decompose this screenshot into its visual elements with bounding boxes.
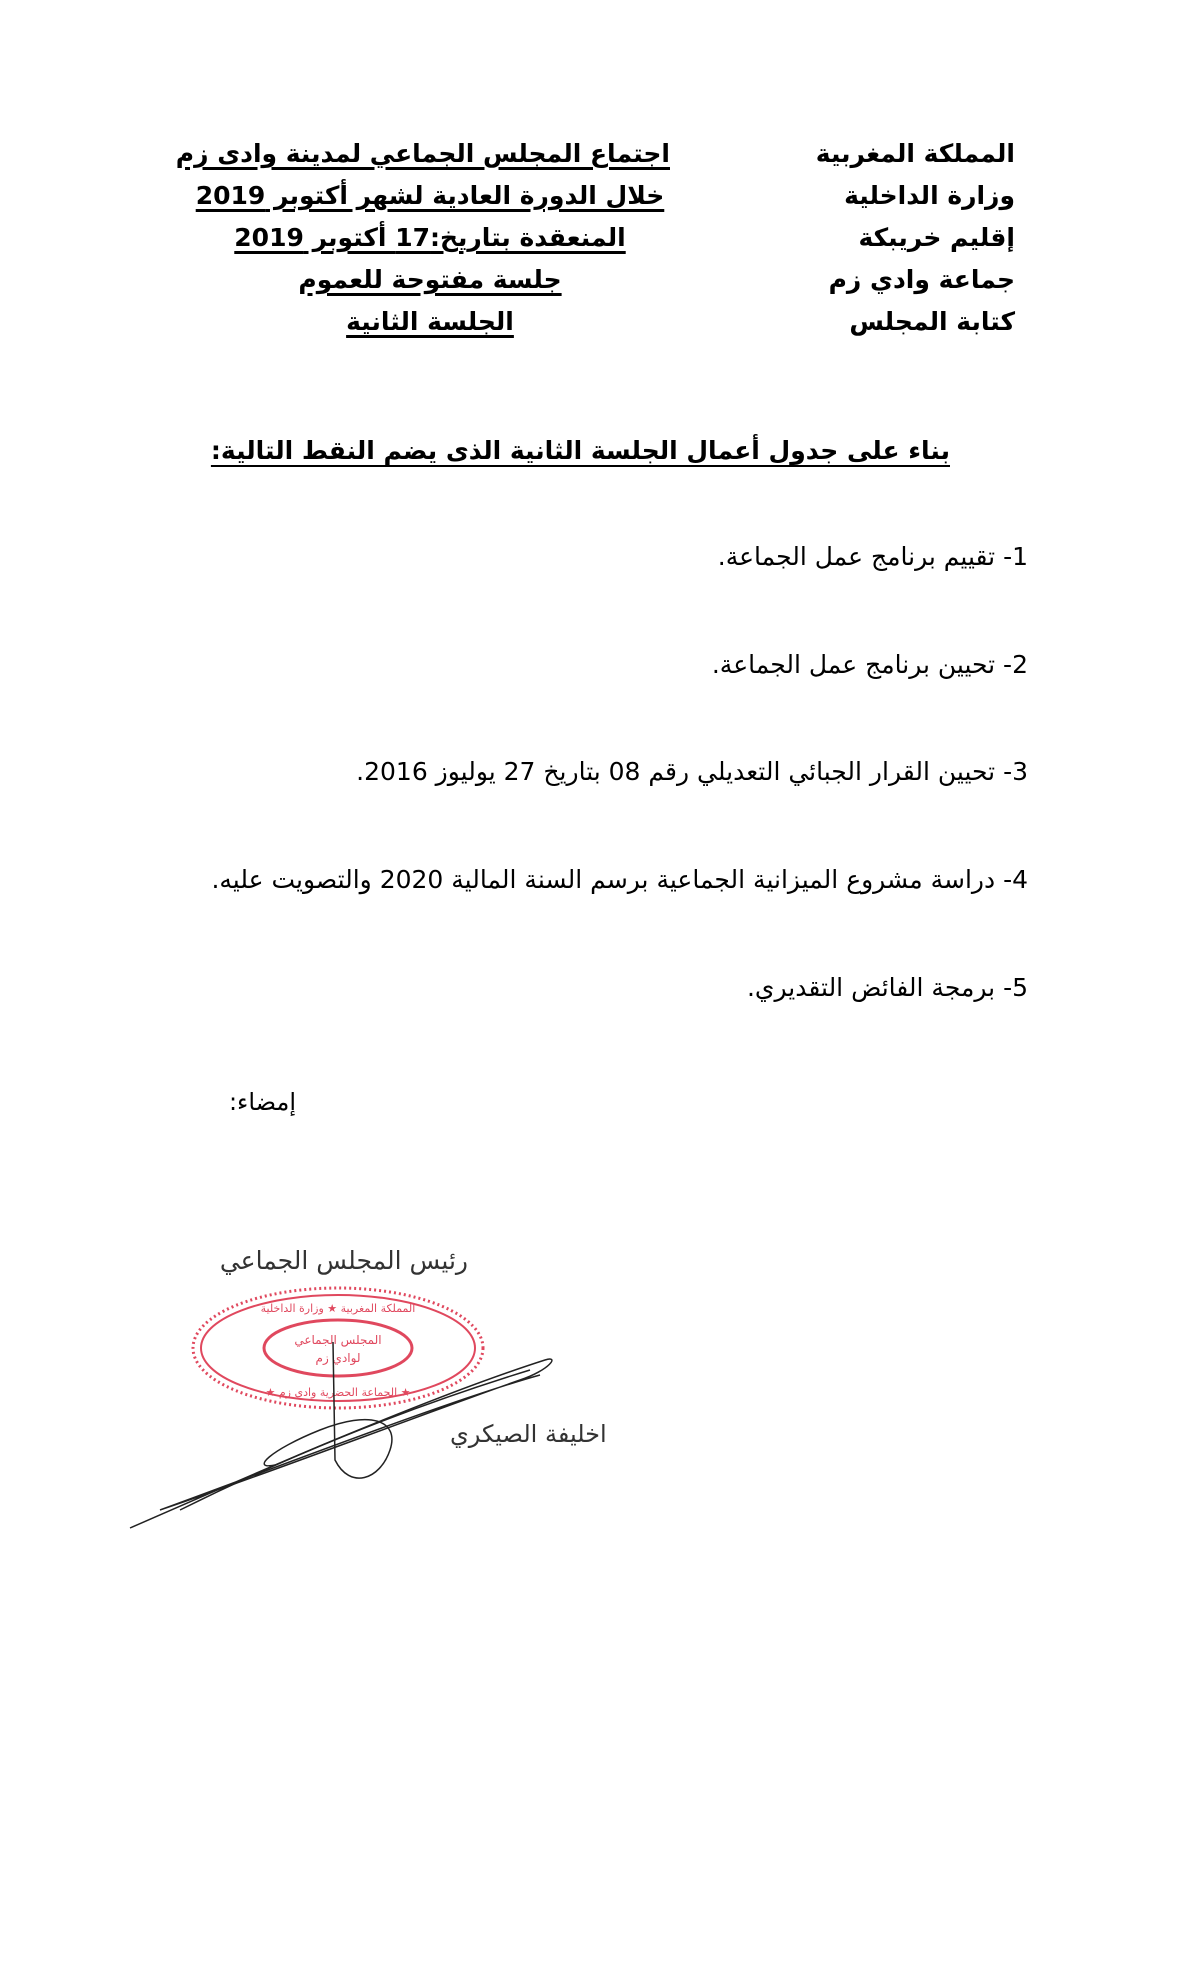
meeting-line: الجلسة الثانية: [346, 307, 514, 336]
stamp-and-signature: [120, 1220, 607, 1540]
meeting-line: المنعقدة بتاريخ:17 أكتوبر 2019: [234, 223, 626, 252]
header-authority: [816, 133, 1015, 343]
meeting-line: اجتماع المجلس الجماعي لمدينة وادى زم: [175, 139, 670, 168]
signatory-title: رئيس المجلس الجماعي: [219, 1246, 468, 1275]
stamp-outer-text: المملكة المغربية ★ وزارة الداخلية: [260, 1302, 416, 1315]
header-line: المملكة المغربية: [815, 139, 1015, 168]
signatory-name: اخليفة الصيكري: [450, 1420, 607, 1448]
stamp-outer-text: ★ الجماعة الحضرية وادي زم ★: [265, 1386, 411, 1399]
agenda-item: 1- تقييم برنامج عمل الجماعة.: [717, 542, 1028, 571]
meeting-line: خلال الدورة العادية لشهر أكتوبر 2019: [195, 181, 665, 210]
stamp-inner-text: المجلس الجماعي: [294, 1333, 382, 1347]
agenda-heading: بناء على جدول أعمال الجلسة الثانية الذى يضم النقط التالية:: [210, 436, 950, 465]
agenda-item: 2- تحيين برنامج عمل الجماعة.: [711, 650, 1028, 679]
agenda-item: 5- برمجة الفائض التقديري.: [746, 973, 1028, 1002]
header-meeting: [175, 133, 670, 343]
stamp-inner-text: لوادي زم: [315, 1351, 361, 1365]
header-line: جماعة وادي زم: [828, 265, 1015, 294]
meeting-line: جلسة مفتوحة للعموم: [298, 265, 562, 294]
signature-label: إمضاء:: [228, 1088, 296, 1116]
header-line: كتابة المجلس: [849, 307, 1015, 336]
agenda-item: 4- دراسة مشروع الميزانية الجماعية برسم السنة المالية 2020 والتصويت عليه.: [211, 865, 1028, 894]
agenda-item: 3- تحيين القرار الجبائي التعديلي رقم 08 بتاريخ 27 يوليوز 2016.: [356, 757, 1028, 786]
header-line: إقليم خريبكة: [858, 223, 1015, 252]
header-line: وزارة الداخلية: [844, 181, 1015, 210]
official-stamp: [193, 1288, 483, 1408]
